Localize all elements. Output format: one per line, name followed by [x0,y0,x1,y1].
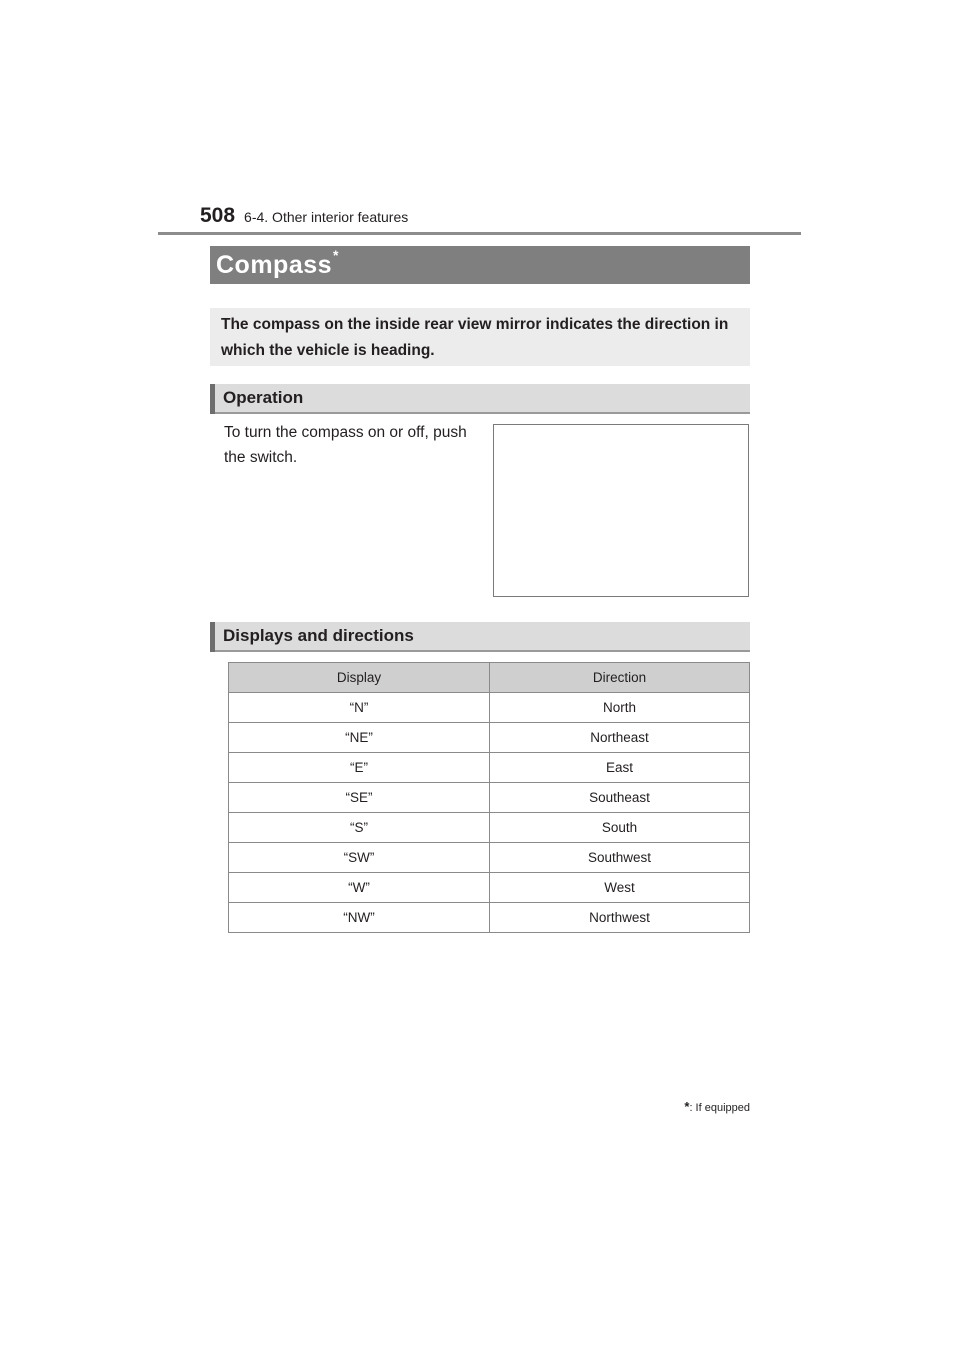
table-row [229,873,750,903]
table-row [229,903,750,933]
display-cell: “N” [229,693,490,723]
direction-cell: East [490,753,750,783]
header-divider [158,232,801,235]
page-title: Compass [216,250,333,279]
table-row [229,843,750,873]
operation-text: To turn the compass on or off, push the switch. [224,424,467,466]
footnote-asterisk-icon: * [684,1099,690,1114]
display-cell: “S” [229,813,490,843]
table-row [229,723,750,753]
section-name: 6-4. Other interior features [244,209,409,225]
displays-heading-text: Displays and directions [223,626,414,645]
footnote [600,1099,750,1114]
table-header-row [229,663,750,693]
direction-cell: South [490,813,750,843]
display-cell: “SW” [229,843,490,873]
displays-heading [210,622,750,652]
display-cell: “NW” [229,903,490,933]
direction-cell: Southeast [490,783,750,813]
direction-cell: Northeast [490,723,750,753]
footnote-text: : If equipped [689,1102,750,1114]
display-cell: “SE” [229,783,490,813]
display-cell: “W” [229,873,490,903]
direction-cell: Southwest [490,843,750,873]
directions-table [228,662,750,933]
column-header-display: Display [229,663,490,693]
page-header [200,204,408,228]
display-cell: “E” [229,753,490,783]
direction-cell: West [490,873,750,903]
page-number: 508 [200,204,236,227]
page-title-bar [210,246,750,284]
illustration-frame [493,424,749,597]
table-row [229,753,750,783]
direction-cell: Northwest [490,903,750,933]
display-cell: “NE” [229,723,490,753]
operation-heading [210,384,750,414]
intro-summary: The compass on the inside rear view mirror indicates the direction in which the vehicle is heading. [210,308,750,366]
table-row [229,813,750,843]
operation-heading-text: Operation [223,388,304,407]
column-header-direction: Direction [490,663,750,693]
table-row [229,783,750,813]
table-row [229,693,750,723]
direction-cell: North [490,693,750,723]
equipped-asterisk-icon: * [333,247,339,263]
